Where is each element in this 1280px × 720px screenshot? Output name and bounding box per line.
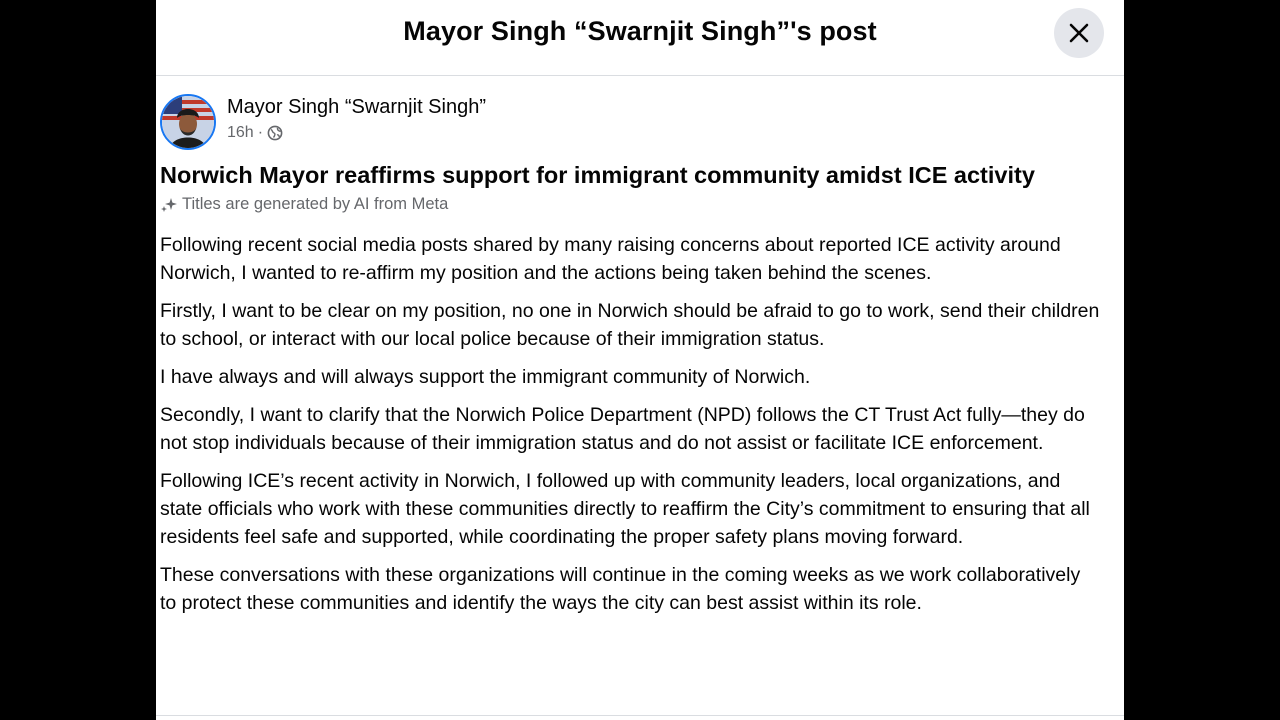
close-icon [1068, 22, 1090, 44]
post-meta [227, 124, 283, 142]
post-paragraph: I have always and will always support the immigrant community of Norwich. [160, 366, 811, 388]
divider [156, 715, 1124, 716]
post-paragraph: Following ICE’s recent activity in Norwich, I followed up with community leaders, local organizations, and state officials who work with these communities directly to reaffirm the City’s commitment to ensuring that all residents feel safe and supported, while coordinating the proper safety plans moving forward. [160, 470, 1090, 548]
meta-separator: · [257, 124, 264, 141]
post-paragraph: Following recent social media posts shared by many raising concerns about reported ICE activity around Norwich, I wanted to re-affirm my position and the actions being taken behind the scenes. [160, 234, 1061, 284]
profile-photo [162, 96, 214, 148]
dialog-title: Mayor Singh “Swarnjit Singh”'s post [403, 16, 877, 46]
post-paragraph: Firstly, I want to be clear on my position, no one in Norwich should be afraid to go to work, send their children to school, or interact with our local police because of their immigration status. [160, 300, 1100, 350]
ai-title-note [160, 195, 448, 214]
close-button[interactable] [1054, 8, 1104, 58]
author-name-link[interactable]: Mayor Singh “Swarnjit Singh” [227, 96, 486, 118]
dialog-header [156, 0, 1124, 76]
avatar[interactable] [160, 94, 216, 150]
ai-note-text: Titles are generated by AI from Meta [182, 195, 449, 213]
post-paragraph: These conversations with these organizations will continue in the coming weeks as we work collaboratively to protect these communities and identify the ways the city can best assist within its role. [160, 564, 1081, 614]
post-paragraph: Secondly, I want to clarify that the Norwich Police Department (NPD) follows the CT Trust Act fully—they do not stop individuals because of their immigration status and do not assist or facilitate ICE enforcement. [160, 404, 1085, 454]
post-author-row [160, 94, 1060, 154]
post-dialog [156, 0, 1124, 720]
post-title: Norwich Mayor reaffirms support for immigrant community amidst ICE activity [160, 162, 1035, 188]
globe-icon[interactable] [267, 125, 283, 141]
sparkle-icon [160, 196, 178, 214]
post-timestamp[interactable]: 16h [227, 124, 254, 141]
post-body [160, 231, 1100, 627]
